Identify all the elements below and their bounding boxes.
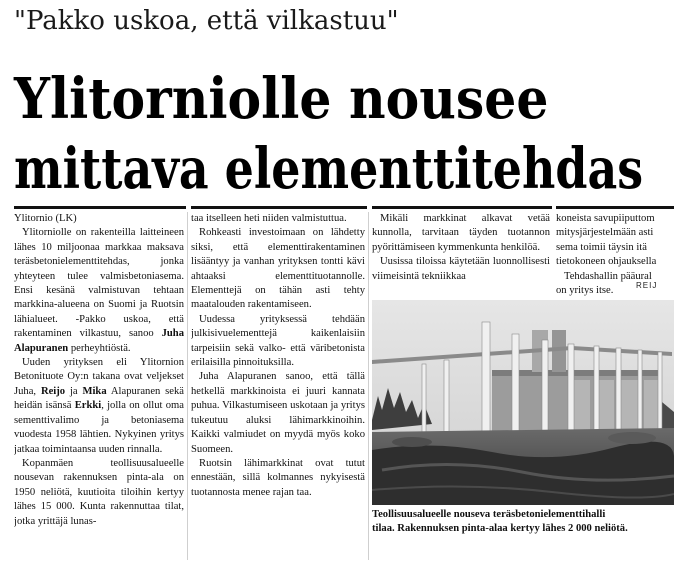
text-line: mitysjärjestelmään asti [556,227,654,239]
construction-site-image [372,300,674,505]
paragraph: Juha Alapuranen sanoo, että tällä hetkellä markkinoista ei juuri kannata puhua. Vilkastumiseen uskotaan ja yritys tukeutuu aluksi lähimarkkinoihin. Kaikki valmiudet on myydä myös koko Suomeen. [191,371,365,455]
person-name: Juha Alapuranen [14,328,184,354]
construction-photo [372,300,674,505]
paragraph: taa itselleen heti niiden valmistuttua. [191,213,347,224]
text-line: koneista savupiiputtom [556,213,655,224]
paragraph: Kopanmäen teollisuusalueelle nousevan rakennuksen pinta-ala on 1950 neliötä, kuutioita tiloihin kertyy lähes 15 000. Kunta rakennuttaa tilat, jotka yrittäjä lunas- [14,457,184,527]
text-line: on yritys itse. [556,285,614,296]
paragraph: Uudessa yrityksessä tehdään julkisivuelementtejä kaikenlaisiin tarpeisiin sekä valko- että väribetonista erilaisilla pinnoituksilla. [191,313,365,369]
paragraph: Rohkeasti investoimaan on lähdetty siksi, että elementtirakentaminen lisääntyy ja vanhan yrityksen tontti kävi ahtaaksi elementtituotannolle. Elementtejä on tähän asti tehty maatalouden rakentamiseen. [191,227,365,311]
dateline: Ylitornio (LK) [14,213,77,224]
photo-caption [372,508,672,536]
headline-line-1: Ylitorniolle nousee [14,66,549,132]
person-name: Erkki [74,400,102,412]
paragraph: Uusissa tiloissa käytetään luonnollisesti viimeisintä tekniikkaa [372,256,550,282]
caption-line-2: tilaa. Rakennuksen pinta-alaa kertyy lähes 2 000 neliötä. [372,523,628,534]
text-line: Tehdashallin pääural [564,270,652,282]
person-name: Reijo [40,385,66,397]
column-rule [14,206,186,209]
column-rule [372,206,552,209]
text-line: sema toimii täysin itä [556,241,647,253]
paragraph: Ylitorniolle on rakenteilla laitteineen lähes 10 miljoonaa markkaa maksava teräsbetonielementtitehdas, jonka yhteyteen tulee valmisbetoniasema. Ensi kesänä valmistuvan tehtaan markkina-alueena on Suomi ja Ruotsin lähialueet. -Pakko uskoa, että rakentaminen vilkastuu, sanoo Juha Alapuranen perheyhtiöstä. [14,227,184,354]
paragraph: Uuden yrityksen eli Ylitornion Betonituote Oy:n takana ovat veljekset Juha, Reijo ja Mika Alapuranen sekä heidän isänsä Erkki, jolla on ollut oma sementtivalimo ja betoniasema vuodesta 1958 lähtien. Nykyinen yritys jatkaa toimintaansa uuden rinnalla. [14,357,184,455]
column-rule [191,206,367,209]
article-kicker: "Pakko uskoa, että vilkastuu" [14,6,399,36]
article-column-1 [14,212,184,560]
caption-line-1: Teollisuusalueelle nouseva teräsbetonielementtihalli [372,509,606,520]
column-separator [187,212,188,560]
column-rule [556,206,674,209]
article-column-3 [372,212,550,292]
text-line: tietokoneen ohjauksella [556,256,657,268]
column-separator [368,212,369,560]
byline: REIJ [636,281,658,290]
headline-line-2: mittava elementtitehdas [14,136,644,202]
article-column-2 [191,212,365,560]
paragraph: Mikäli markkinat alkavat vetää kunnolla, tarvitaan täyden tuotannon pyörittämiseen kymmenkunta henkilöä. [372,213,550,253]
person-name: Mika [82,385,107,397]
paragraph: Ruotsin lähimarkkinat ovat tutut ennestään, sillä kolmannes nykyisestä tuotannosta menee rajan taa. [191,457,365,498]
